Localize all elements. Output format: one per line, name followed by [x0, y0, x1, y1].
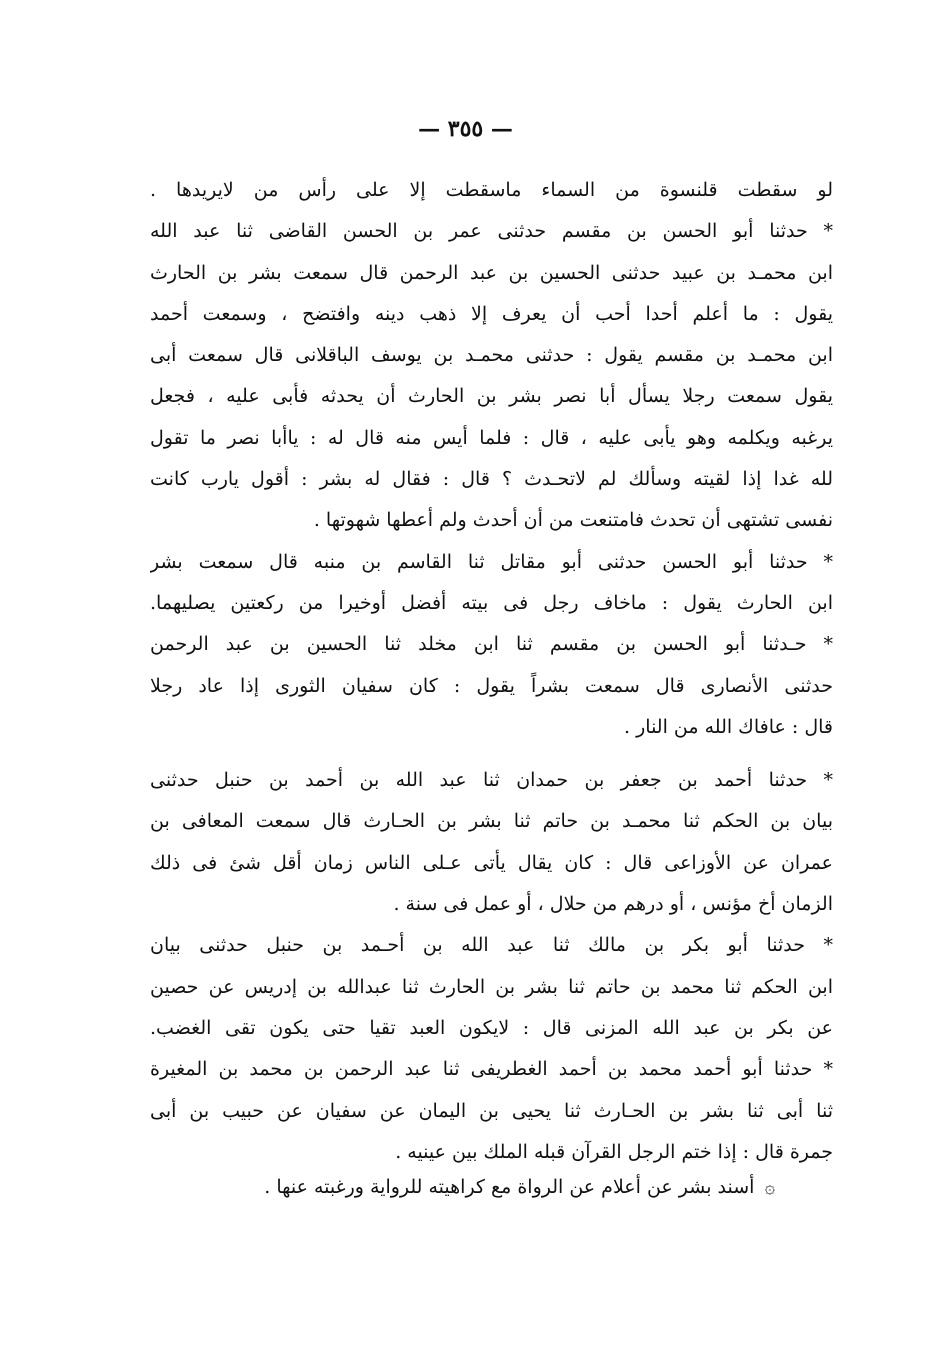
- text-line: يقول : ما أعلم أحدا أحب أن يعرف إلا ذهب دينه وافتضح ، وسمعت أحمد: [150, 302, 833, 325]
- text-line: لله غدا إذا لقيته وسألك لم لاتحـدث ؟ قال : فقال له بشر : أقول يارب كانت: [150, 468, 833, 491]
- page-number: — ٣٥٥ —: [418, 116, 513, 142]
- text-line: ابن الحكم ثنا محمد بن حاتم ثنا بشر بن الحارث ثنا عبدالله بن إدريس عن حصين: [150, 975, 833, 998]
- text-line: حدثنى الأنصارى قال سمعت بشراً يقول : كان سفيان الثورى إذا عاد رجلا: [150, 674, 833, 697]
- text-line: * حدثنا أبو بكر بن مالك ثنا عبد الله بن أحـمد بن حنبل حدثنى بيان: [150, 934, 833, 957]
- text-line: ابن الحارث يقول : ماخاف رجل فى بيته أفضل أوخيرا من ركعتين يصليهما.: [150, 591, 833, 614]
- text-line: * حدثنا أحمد بن جعفر بن حمدان ثنا عبد الله بن أحمد بن حنبل حدثنى: [150, 769, 833, 792]
- text-line: يرغبه ويكلمه وهو يأبى عليه ، قال : فلما أيس منه قال له : ياأبا نصر ما تقول: [150, 426, 833, 449]
- text-line: عن بكر بن عبد الله المزنى قال : لايكون العبد تقيا حتى يكون تقى الغضب.: [150, 1016, 833, 1039]
- text-line: عمران عن الأوزاعى قال : كان يقال يأتى عـلى الناس زمان أقل شئ فى ذلك: [150, 851, 833, 874]
- text-line: نفسى تشتهى أن تحدث فامتنعت من أن أحدث ولم أعطها شهوتها .: [313, 509, 833, 532]
- text-line: بيان بن الحكم ثنا محمـد بن حاتم ثنا بشر بن الحـارث قال سمعت المعافى بن: [150, 810, 833, 833]
- main-text: [150, 170, 833, 1173]
- text-line: * حـدثنا أبو الحسن بن مقسم ثنا ابن مخلد ثنا الحسين بن عبد الرحمن: [150, 633, 833, 656]
- text-line: الزمان أخ مؤنس ، أو درهم من حلال ، أو عمل فى سنة .: [393, 893, 833, 916]
- footnote: [150, 1172, 775, 1203]
- text-line: ثنا أبى ثنا بشر بن الحـارث ثنا يحيى بن اليمان عن سفيان عن حبيب بن أبى: [150, 1099, 833, 1122]
- footnote-text: أسند بشر عن أعلام عن الرواة مع كراهيته للرواية ورغبته عنها .: [264, 1176, 755, 1198]
- ornament-icon: ۞: [764, 1177, 775, 1198]
- text-line: جمرة قال : إذا ختم الرجل القرآن قبله الملك بين عينيه .: [395, 1140, 833, 1163]
- text-line: * حدثنا أبو الحسن بن مقسم حدثنى عمر بن الحسن القاضى ثنا عبد الله: [150, 220, 833, 243]
- text-line: قال : عافاك الله من النار .: [624, 715, 833, 738]
- text-line: لو سقطت قلنسوة من السماء ماسقطت إلا على رأس من لايريدها .: [150, 179, 833, 201]
- text-line: ابن محمـد بن عبيد حدثنى الحسين بن عبد الرحمن قال سمعت بشر بن الحارث: [150, 261, 833, 284]
- text-line: ابن محمـد بن مقسم يقول : حدثنى محمـد بن يوسف الباقلانى قال سمعت أبى: [150, 344, 833, 367]
- text-line: * حدثنا أبو الحسن حدثنى أبو مقاتل ثنا القاسم بن منبه قال سمعت بشر: [150, 550, 833, 573]
- text-line: يقول سمعت رجلا يسأل أبا نصر بشر بن الحارث أن يحدثه فأبى عليه ، فجعل: [150, 385, 833, 408]
- text-line: * حدثنا أبو أحمد محمد بن أحمد الغطريفى ثنا عبد الرحمن بن محمد بن المغيرة: [150, 1058, 833, 1081]
